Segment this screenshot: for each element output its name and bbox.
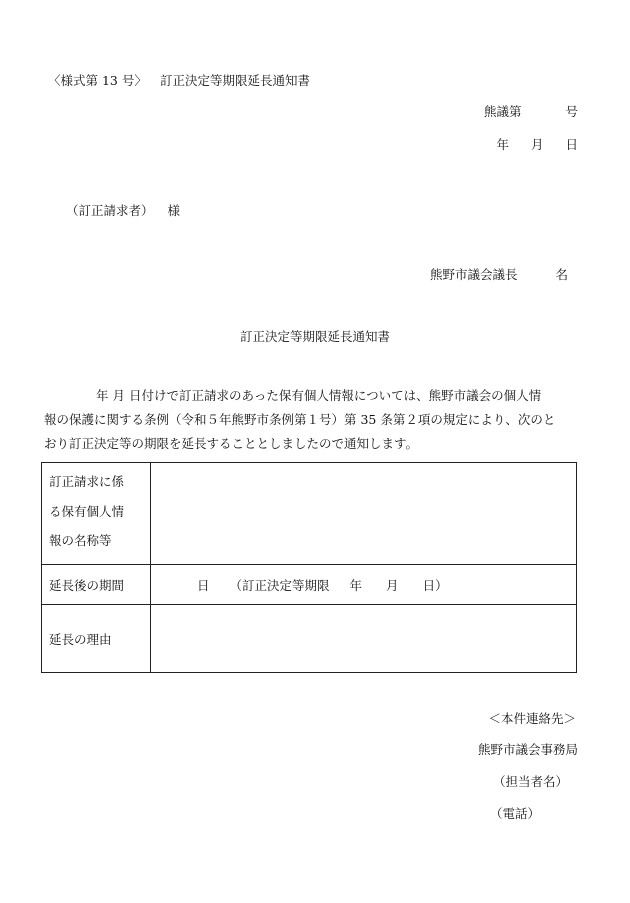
info-name-label-line-3: 報の名称等 bbox=[49, 533, 112, 548]
date-year: 年 bbox=[496, 137, 509, 152]
period-deadline-open: （訂正決定等期限 bbox=[229, 577, 330, 593]
body-paragraph bbox=[44, 384, 584, 456]
extension-reason-value bbox=[151, 605, 577, 673]
period-date-close: 日） bbox=[422, 577, 448, 593]
body-line-2: 報の保護に関する条例（令和５年熊野市条例第１号）第 35 条第２項の規定により、次のと bbox=[44, 412, 556, 427]
addressee bbox=[66, 203, 180, 218]
info-name-label-line-2: る保有個人情 bbox=[49, 503, 125, 519]
document-number bbox=[484, 104, 578, 119]
contact-person: （担当者名） bbox=[492, 774, 568, 789]
extension-reason-label: 延長の理由 bbox=[42, 605, 151, 673]
contact-office: 熊野市議会事務局 bbox=[477, 742, 578, 757]
document-number-prefix: 熊議第 bbox=[483, 104, 522, 119]
period-day: 日 bbox=[197, 577, 210, 593]
contact-heading: ＜本件連絡先＞ bbox=[488, 711, 576, 726]
info-name-label-line-1: 訂正請求に係 bbox=[49, 474, 125, 489]
document-number-suffix: 号 bbox=[565, 104, 578, 119]
sender bbox=[430, 267, 568, 282]
document-date bbox=[496, 137, 578, 152]
table-row-extension-reason bbox=[42, 605, 577, 673]
extension-period-label: 延長後の期間 bbox=[42, 565, 151, 605]
period-year: 年 bbox=[349, 577, 363, 593]
addressee-honorific: 様 bbox=[167, 203, 181, 218]
extension-period-value bbox=[151, 565, 577, 605]
date-month: 月 bbox=[530, 137, 544, 152]
body-line-3: おり訂正決定等の期限を延長することとしましたので通知します。 bbox=[44, 436, 419, 451]
sender-title: 熊野市議会議長 bbox=[429, 267, 518, 282]
form-number: 〈様式第 13 号〉 bbox=[48, 73, 147, 88]
table-row-extension-period bbox=[42, 565, 577, 605]
header-title: 訂正決定等期限延長通知書 bbox=[160, 73, 311, 88]
table-row-info-name bbox=[42, 463, 577, 565]
info-name-label bbox=[42, 463, 151, 565]
body-line-1 bbox=[44, 384, 584, 408]
info-table bbox=[41, 462, 577, 673]
main-title: 訂正決定等期限延長通知書 bbox=[239, 329, 390, 344]
contact-phone: （電話） bbox=[489, 806, 540, 821]
period-month: 月 bbox=[386, 577, 399, 593]
sender-name: 名 bbox=[555, 267, 568, 282]
body-line-1-text: 年 月 日付けで訂正請求のあった保有個人情報については、熊野市議会の個人情 bbox=[96, 388, 542, 403]
addressee-label: （訂正請求者） bbox=[66, 203, 154, 218]
date-day: 日 bbox=[565, 137, 578, 152]
info-name-value bbox=[151, 463, 577, 565]
